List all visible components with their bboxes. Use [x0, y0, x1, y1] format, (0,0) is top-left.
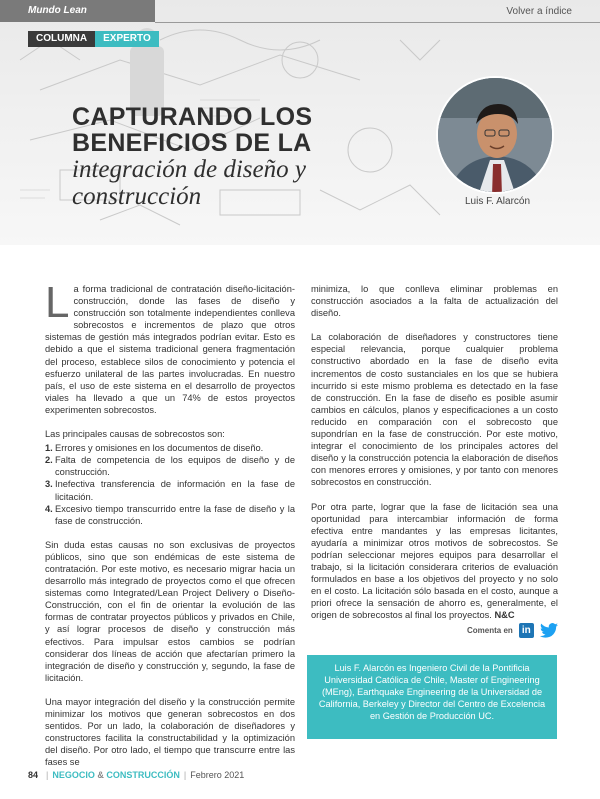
magazine-name — [52, 770, 180, 780]
list-text: Inefectiva transferencia de información en la fase de licitación. — [55, 479, 295, 502]
issue-date: Febrero 2021 — [190, 770, 245, 780]
header-rule — [155, 22, 600, 23]
list-text: Errores y omisiones en los documentos de diseño. — [55, 443, 264, 454]
paragraph: Sin duda estas causas no son exclusivas de proyectos públicos, sino que son endémicas de este sistema de contratación. Por este motivo, es necesario migrar hacia un desarrollo más integrado de proyectos como el que ofrecen sistemas como Integrated/Lean Project Delivery o Diseño-Construcción, con el fin de orientar la evolución de las formas de contratar proyectos públicos y privados en Chile, y así lograr procesos de diseño y construcción más efectivos. Para impulsar estos cambios se podrían considerar dos líneas de acción que afectarían primero la integración de diseño y construcción y, segundo, la fase de licitación. — [45, 539, 295, 683]
share-label: Comenta en — [467, 626, 513, 635]
footer-divider: | — [183, 770, 187, 780]
list-number: 2. — [45, 455, 53, 466]
list-item — [45, 478, 295, 502]
author-photo — [438, 78, 554, 194]
page-number: 84 — [28, 770, 39, 780]
magazine-name-part: CONSTRUCCIÓN — [106, 770, 180, 780]
footer-divider: | — [46, 770, 49, 780]
drop-cap: L — [45, 278, 70, 327]
list-text: Falta de competencia de los equipos de diseño y de construcción. — [55, 455, 295, 478]
linkedin-icon[interactable]: in — [519, 623, 534, 638]
author-name: Luis F. Alarcón — [465, 196, 531, 207]
list-text: Excesivo tiempo transcurrido entre la fase de diseño y la fase de construcción. — [55, 503, 295, 526]
list-item — [45, 442, 295, 454]
magazine-name-part: NEGOCIO — [52, 770, 95, 780]
paragraph-text: Por otra parte, lograr que la fase de licitación sea una oportunidad para intercambiar información de forma efectiva entre mandantes y las empresas licitantes, ayudaría a minimizar otros motivos de sobrecostos. Se podrían seleccionar mejores equipos para desarrollar el trabajo, si la licitación considerara criterios de evaluación formulados en base a los objetivos del proyecto y no solo en el costo. La licitación sólo basada en el costo, aunque a priori ofrece la sensación de ahorro es, generalmente, el origen de sobrecostos al final los proyectos. — [311, 501, 558, 621]
title-line-3: integración de diseño y — [72, 156, 306, 183]
title-line-1: CAPTURANDO LOS — [72, 103, 313, 131]
list-number: 3. — [45, 479, 53, 490]
magazine-ampersand: & — [97, 770, 104, 780]
paragraph: minimiza, lo que conlleva eliminar problemas en construcción asociados a la falta de actualización del diseño. — [311, 284, 558, 319]
back-to-index-link[interactable]: Volver a índice — [506, 6, 572, 17]
signoff: N&C — [494, 610, 515, 621]
author-bio-box: Luis F. Alarcón es Ingeniero Civil de la Pontificia Universidad Católica de Chile, Master of Engineering (MEng), Earthquake Engineering de la Universidad de California, Berkeley y Director del Centro de Excelencia en Gestión de Producción UC. — [307, 655, 557, 739]
header-banner — [0, 0, 600, 245]
title-line-2: BENEFICIOS DE LA — [72, 129, 312, 157]
paragraph-text: a forma tradicional de contratación diseño-licitación-construcción, donde las fases de diseño y construcción son totalmente independientes conlleva sobrecostos e incrementos de plazo que otros sistemas de gestión más integrados podrían evitar. Esto es debido a que el sistema tradicional genera fragmentación del proceso, establece silos de conocimiento y potencia el esfuerzo unilateral de las partes involucradas. En nuestro país, el uso de este sistema en el desarrollo de proyectos viales ha llevado a que un 74% de estos proyectos experimenten sobrecostos. — [45, 284, 295, 415]
section-tab — [0, 0, 155, 22]
list-item — [45, 503, 295, 527]
section-label: Mundo Lean — [28, 5, 87, 16]
author-portrait — [436, 76, 554, 194]
column-tag: COLUMNA — [28, 31, 95, 47]
list-number: 1. — [45, 443, 53, 454]
causes-list — [45, 442, 295, 527]
paragraph: La colaboración de diseñadores y constructores tiene especial relevancia, porque cualquier problema constructivo abordado en la fase de diseño evita incrementos de costo sustanciales en los que se hubiera incurrido si este mismo problema es detectado en la fase de construcción. En la fase de diseño es posible asumir cambios en cálculos, planos y especificaciones a un costo reducido en comparación con el sobrecosto que supondrían en la fase de construcción. Por este motivo, integrar el conocimiento de los principales actores del diseño y la construcción potencia la elaboración de diseños con menores errores y omisiones, y por tanto con menores sobrecostos en construcción. — [311, 332, 558, 488]
list-item — [45, 454, 295, 478]
paragraph: Una mayor integración del diseño y la construcción permite minimizar los motivos que generan sobrecostos en dos sentidos. Por un lado, la colaboración de diseñadores y constructores facilita la constructabilidad y la optimización del diseño. Por otro lado, el tiempo que transcurre entre las fases se — [45, 696, 295, 768]
page-footer — [28, 770, 244, 780]
column-tags — [28, 31, 159, 47]
title-line-4: construcción — [72, 183, 202, 210]
list-intro: Las principales causas de sobrecostos son: — [45, 429, 225, 440]
twitter-icon[interactable] — [540, 623, 558, 638]
paragraph — [311, 501, 558, 622]
expert-tag: EXPERTO — [95, 31, 159, 47]
left-column — [45, 278, 295, 780]
intro-paragraph — [45, 278, 295, 416]
list-number: 4. — [45, 503, 53, 514]
right-column — [311, 283, 558, 633]
share-bar — [467, 623, 558, 638]
article-title — [72, 104, 412, 210]
